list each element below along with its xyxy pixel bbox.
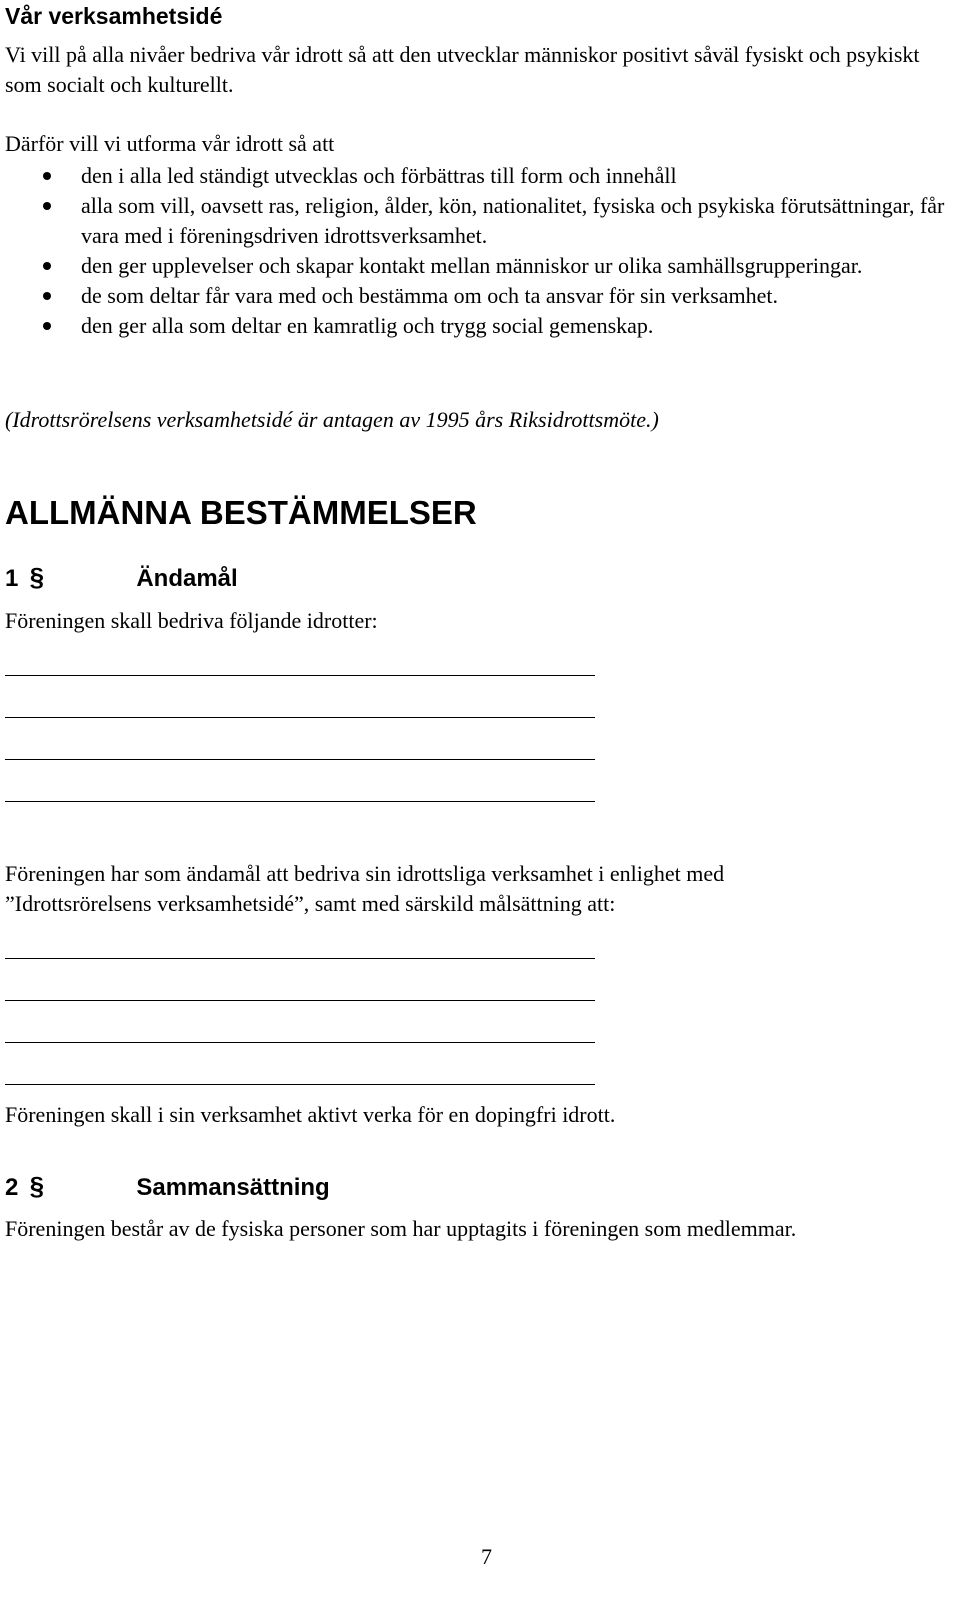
bullet-icon	[43, 172, 51, 180]
paragraph-sign-icon: §	[29, 1171, 45, 1201]
list-item-text: den ger upplevelser och skapar kontakt mellan människor ur olika samhällsgrupperingar.	[81, 253, 863, 278]
list-item	[5, 191, 950, 251]
page-number: 7	[481, 1544, 492, 1569]
list-item	[5, 161, 950, 191]
intro-paragraph: Vi vill på alla nivåer bedriva vår idrott så att den utvecklar människor positivt såväl fysiskt och psykiskt som socialt och kulturellt.	[5, 42, 920, 97]
fill-in-line	[5, 675, 595, 676]
list-item-text: alla som vill, oavsett ras, religion, ålder, kön, nationalitet, fysiska och psykiska förutsättningar, får vara med i föreningsdriven idrottsverksamhet.	[81, 193, 945, 248]
section-heading-verksamhetside: Vår verksamhetsidé	[5, 3, 223, 29]
bullet-icon	[43, 262, 51, 270]
fill-in-line	[5, 958, 595, 959]
adoption-note: (Idrottsrörelsens verksamhetsidé är antagen av 1995 års Riksidrottsmöte.)	[5, 407, 659, 432]
general-provisions-heading: ALLMÄNNA BESTÄMMELSER	[5, 494, 477, 531]
list-item-text: den i alla led ständigt utvecklas och förbättras till form och innehåll	[81, 163, 677, 188]
section-2-heading	[5, 1171, 330, 1203]
purpose-text-line-2: ”Idrottsrörelsens verksamhetsidé”, samt med särskild målsättning att:	[5, 891, 616, 916]
doping-free-text: Föreningen skall i sin verksamhet aktivt verka för en dopingfri idrott.	[5, 1102, 616, 1127]
bullet-icon	[43, 202, 51, 210]
sports-list-intro: Föreningen skall bedriva följande idrotter:	[5, 608, 378, 633]
fill-in-line	[5, 759, 595, 760]
purpose-text-line-1: Föreningen har som ändamål att bedriva sin idrottsliga verksamhet i enlighet med	[5, 861, 725, 886]
list-item	[5, 251, 950, 281]
fill-in-line	[5, 801, 595, 802]
section-number: 2	[5, 1174, 19, 1201]
bullet-icon	[43, 292, 51, 300]
paragraph-sign-icon: §	[29, 562, 45, 592]
list-item-text: de som deltar får vara med och bestämma om och ta ansvar för sin verksamhet.	[81, 283, 779, 308]
list-item	[5, 281, 950, 311]
goal-bullet-list	[5, 161, 950, 341]
section-title: Ändamål	[136, 565, 238, 592]
membership-text: Föreningen består av de fysiska personer som har upptagits i föreningen som medlemmar.	[5, 1216, 797, 1241]
intro-lead-in: Därför vill vi utforma vår idrott så att	[5, 131, 335, 156]
section-number: 1	[5, 565, 19, 592]
bullet-icon	[43, 322, 51, 330]
fill-in-line	[5, 1042, 595, 1043]
list-item-text: den ger alla som deltar en kamratlig och trygg social gemenskap.	[81, 313, 654, 338]
section-1-heading	[5, 562, 238, 594]
list-item	[5, 311, 950, 341]
fill-in-line	[5, 717, 595, 718]
fill-in-line	[5, 1000, 595, 1001]
section-title: Sammansättning	[136, 1174, 330, 1201]
fill-in-line	[5, 1084, 595, 1085]
